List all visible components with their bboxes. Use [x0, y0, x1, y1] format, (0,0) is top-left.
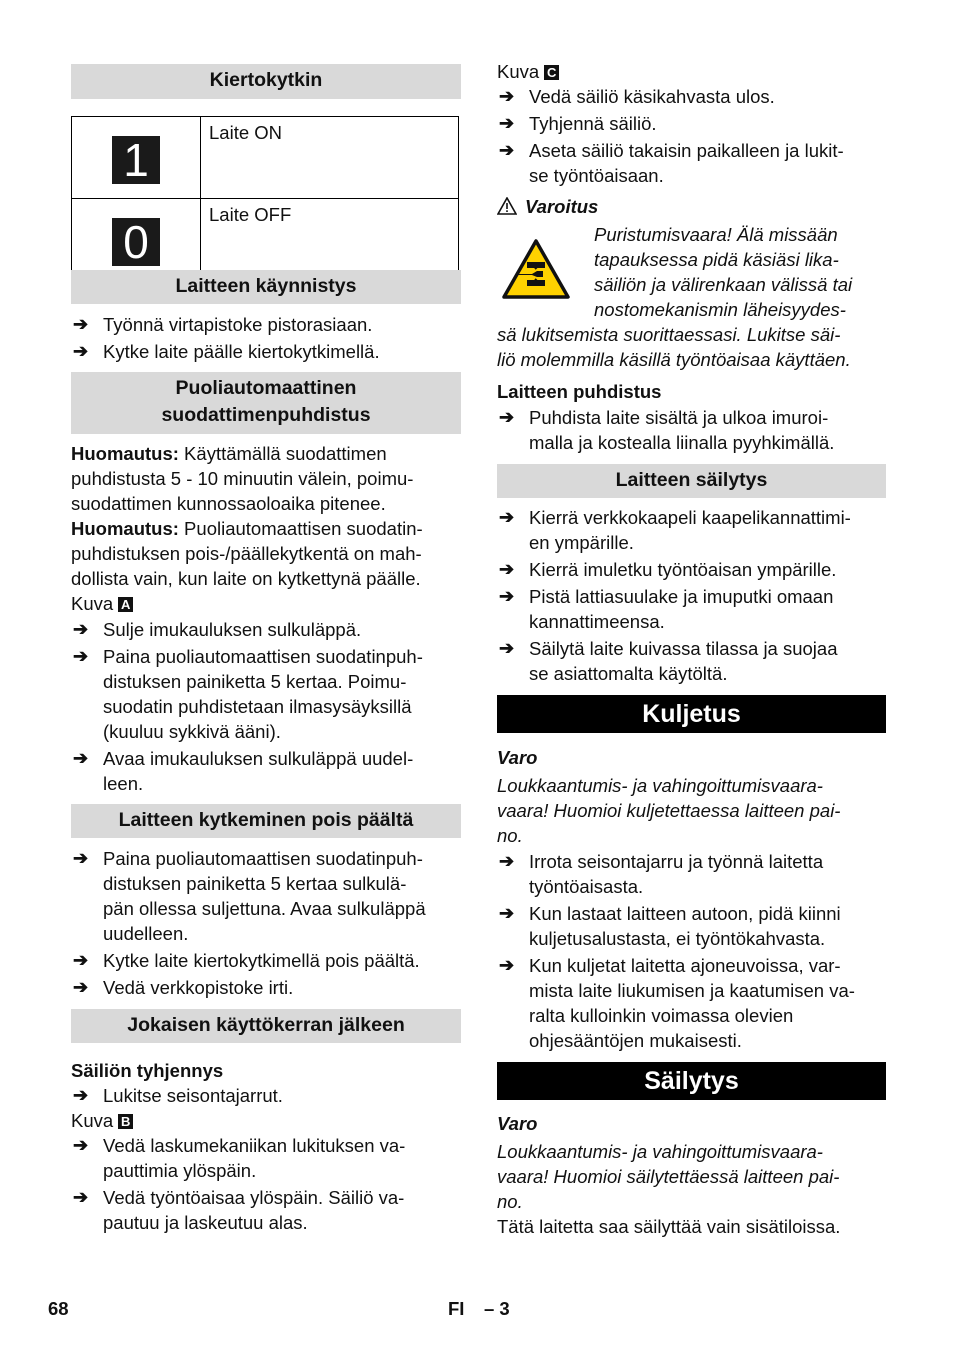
list-item: ➔ Työnnä virtapistoke pistorasiaan. — [73, 314, 373, 335]
heading-puoliautomaattinen — [71, 372, 461, 434]
hand-crush-hazard-icon — [501, 238, 571, 300]
note-line: dollista vain, kun laite on kytkettynä päälle. — [71, 568, 421, 589]
varo-title: Varo — [497, 1113, 538, 1134]
arrow-right-icon: ➔ — [73, 748, 89, 768]
list-item: ➔ Vedä säiliö käsikahvasta ulos. — [499, 86, 775, 107]
switch-label: Laite OFF — [201, 199, 459, 281]
arrow-right-icon: ➔ — [73, 950, 89, 970]
arrow-right-icon: ➔ — [499, 586, 515, 606]
list-item: ➔ Tyhjennä säiliö. — [499, 113, 657, 134]
warning-text-indented: Puristumisvaara! Älä missään tapauksessa pidä käsiäsi lika- säiliön ja välirenkaan välissä tai nostomekanismin läheisyydes- — [594, 224, 853, 320]
list-item: ➔ Vedä työntöaisaa ylöspäin. Säiliö va- pautuu ja laskeutuu alas. — [73, 1187, 405, 1233]
arrow-right-icon: ➔ — [73, 1187, 89, 1207]
note-line: Huomautus: Puoliautomaattisen suodatin- — [71, 518, 423, 539]
sailytys-list — [497, 505, 886, 686]
puoliauto-list — [71, 617, 461, 796]
heading-jokaisen: Jokaisen käyttökerran jälkeen — [71, 1009, 461, 1043]
figure-letter-badge: B — [118, 1114, 133, 1129]
varo-text: Loukkaantumis- ja vahingoittumisvaara- vaara! Huomioi säilytettäessä laitteen pai- no. — [497, 1141, 840, 1212]
warning-title: Varoitus — [525, 196, 599, 217]
heading-kiertokytkin: Kiertokytkin — [71, 64, 461, 99]
list-item: ➔ Vedä laskumekaniikan lukituksen va- pauttimia ylöspäin. — [73, 1135, 406, 1181]
arrow-right-icon: ➔ — [499, 140, 515, 160]
kuljetus-list — [497, 849, 886, 1053]
subheading-sailion-tyhjennys: Säiliön tyhjennys — [71, 1060, 224, 1081]
list-item: ➔ Pistä lattiasuulake ja imuputki omaan kannattimeensa. — [499, 586, 834, 632]
list-item: ➔ Paina puoliautomaattisen suodatinpuh- distuksen painiketta 5 kertaa sulkulä- pän ollessa suljettuna. Avaa sulkuläppä uudelleen. — [73, 848, 426, 944]
heading-line: Puoliautomaattinen — [175, 377, 357, 399]
list-item: ➔ Kun lastaat laitteen autoon, pidä kiinni kuljetusalustasta, ei työntökahvasta. — [499, 903, 841, 949]
list-item: ➔ Kytke laite kiertokytkimellä pois päältä. — [73, 950, 420, 971]
arrow-right-icon: ➔ — [499, 113, 515, 133]
heading-kuljetus: Kuljetus — [497, 695, 886, 733]
note-block — [71, 441, 461, 616]
list-item: ➔ Sulje imukauluksen sulkuläppä. — [73, 619, 362, 640]
list-item: ➔ Lukitse seisontajarrut. — [73, 1085, 283, 1106]
figure-ref: Kuva A — [71, 591, 461, 616]
arrow-right-icon: ➔ — [73, 1085, 89, 1105]
arrow-right-icon: ➔ — [73, 619, 89, 639]
switch-label: Laite ON — [201, 117, 459, 199]
arrow-right-icon: ➔ — [73, 314, 89, 334]
list-item: ➔ Puhdista laite sisältä ja ulkoa imuroi- malla ja kostealla liinalla pyyhkimällä. — [499, 407, 835, 453]
arrow-right-icon: ➔ — [499, 507, 515, 527]
final-line: Tätä laitetta saa säilyttää vain sisätiloissa. — [497, 1216, 841, 1237]
list-item: ➔ Kierrä verkkokaapeli kaapelikannattimi- en ympärille. — [499, 507, 851, 553]
list-item: ➔ Säilytä laite kuivassa tilassa ja suojaa se asiattomalta käytöltä. — [499, 638, 838, 684]
arrow-right-icon: ➔ — [73, 977, 89, 997]
arrow-right-icon: ➔ — [73, 848, 89, 868]
arrow-right-icon: ➔ — [73, 646, 89, 666]
figure-letter-badge: C — [544, 65, 559, 80]
arrow-right-icon: ➔ — [499, 903, 515, 923]
arrow-right-icon: ➔ — [499, 851, 515, 871]
list-item: ➔ Vedä verkkopistoke irti. — [73, 977, 294, 998]
switch-row-off — [72, 199, 459, 281]
list-item: ➔ Kierrä imuletku työntöaisan ympärille. — [499, 559, 837, 580]
figure-letter-badge: A — [118, 597, 133, 612]
sailion-list — [71, 1083, 461, 1235]
warning-triangle-icon — [497, 197, 517, 215]
arrow-right-icon: ➔ — [499, 955, 515, 975]
note-line: suodattimen kunnossaoloaika pitenee. — [71, 493, 386, 514]
arrow-right-icon: ➔ — [499, 407, 515, 427]
subheading-puhdistus: Laitteen puhdistus — [497, 381, 662, 402]
heading-pois-paalta: Laitteen kytkeminen pois päältä — [71, 804, 461, 838]
list-item: ➔ Avaa imukauluksen sulkuläppä uudel- leen. — [73, 748, 414, 794]
c-list — [497, 84, 886, 188]
heading-sailytys-big: Säilytys — [497, 1062, 886, 1100]
switch-symbol: 0 — [112, 218, 160, 266]
list-item: ➔ Paina puoliautomaattisen suodatinpuh- distuksen painiketta 5 kertaa. Poimu- suodatin puhdistetaan ilmasysäyksillä (kuuluu sykkivä ääni). — [73, 646, 423, 742]
varo-title: Varo — [497, 747, 538, 768]
list-item: ➔ Kytke laite päälle kiertokytkimellä. — [73, 341, 380, 362]
switch-table — [71, 116, 459, 281]
arrow-right-icon: ➔ — [499, 638, 515, 658]
footer-lang: FI — [448, 1298, 465, 1319]
figure-ref: Kuva B — [71, 1108, 461, 1133]
kaynnistys-list — [71, 312, 461, 364]
note-line: puhdistuksen pois-/päällekytkentä on mah- — [71, 543, 422, 564]
arrow-right-icon: ➔ — [499, 559, 515, 579]
varo-text: Loukkaantumis- ja vahingoittumisvaara- vaara! Huomioi kuljetettaessa laitteen pai- no. — [497, 775, 841, 846]
list-item: ➔ Kun kuljetat laitetta ajoneuvoissa, var- mista laite liukumisen ja kaatumisen va- ralta kulloinkin voimassa olevien ohjesääntöjen mukaisesti. — [499, 955, 855, 1051]
note-line: puhdistusta 5 - 10 minuutin välein, poimu- — [71, 468, 414, 489]
page-number: 68 — [48, 1298, 69, 1319]
heading-line: suodattimenpuhdistus — [161, 404, 371, 426]
figure-ref: Kuva C — [497, 59, 886, 84]
arrow-right-icon: ➔ — [73, 341, 89, 361]
puhdistus-list — [497, 405, 886, 455]
footer-section: – 3 — [484, 1298, 510, 1319]
pois-paalta-list — [71, 846, 461, 1000]
warning-text-full: sä lukitsemista suorittaessasi. Lukitse säi- liö molemmilla käsillä työntöaisaa käyttäen. — [497, 324, 851, 370]
list-item: ➔ Irrota seisontajarru ja työnnä laitetta työntöaisasta. — [499, 851, 824, 897]
heading-sailytys-small: Laitteen säilytys — [497, 464, 886, 498]
switch-row-on — [72, 117, 459, 199]
list-item: ➔ Aseta säiliö takaisin paikalleen ja lukit- se työntöaisaan. — [499, 140, 844, 186]
note-line: Huomautus: Käyttämällä suodattimen — [71, 443, 387, 464]
warning-title-row — [497, 194, 886, 219]
switch-symbol: 1 — [112, 136, 160, 184]
arrow-right-icon: ➔ — [73, 1135, 89, 1155]
arrow-right-icon: ➔ — [499, 86, 515, 106]
heading-kaynnistys: Laitteen käynnistys — [71, 270, 461, 304]
